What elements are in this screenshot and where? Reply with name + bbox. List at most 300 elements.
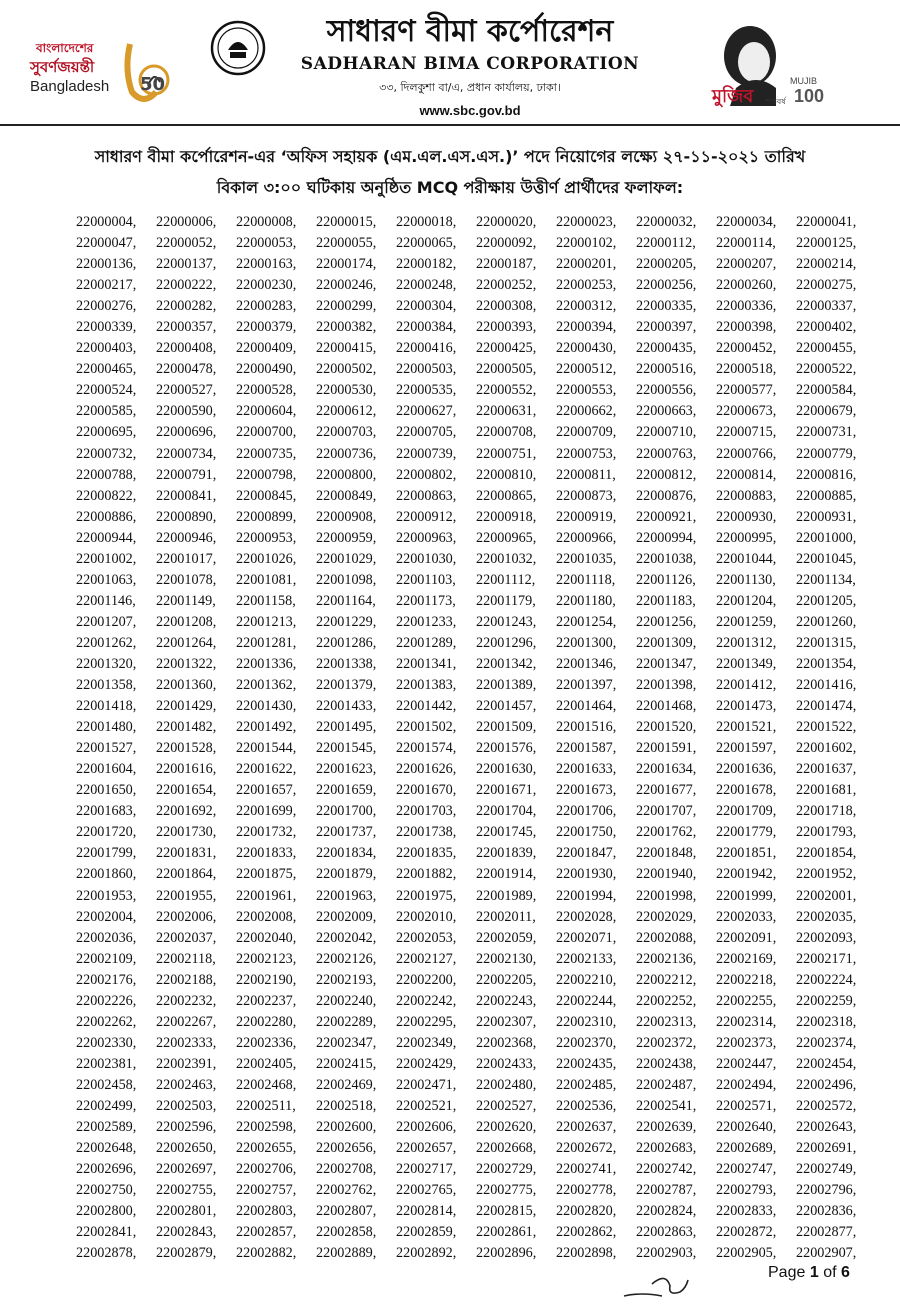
roll-number: 22001341, [396,655,457,672]
result-row [76,822,876,843]
svg-text:100: 100 [794,86,825,106]
roll-number: 22000174, [316,256,377,273]
roll-number: 22001360, [156,677,217,694]
roll-number: 22001103, [396,571,456,588]
roll-number: 22001520, [636,719,697,736]
roll-number: 22001779, [716,824,777,841]
roll-number: 22002496, [796,1076,857,1093]
result-row [76,1159,876,1180]
roll-number: 22002836, [796,1203,857,1220]
roll-number: 22001205, [796,592,857,609]
roll-number: 22001480, [76,719,137,736]
roll-number: 22001017, [156,550,217,567]
roll-number: 22000865, [476,487,537,504]
roll-number: 22001706, [556,803,617,820]
roll-number: 22002429, [396,1055,457,1072]
roll-number: 22001081, [236,571,297,588]
roll-number: 22000791, [156,466,217,483]
roll-number: 22000708, [476,424,537,441]
roll-number: 22001527, [76,740,137,757]
roll-number: 22001633, [556,761,617,778]
result-row [76,570,876,591]
result-row [76,1033,876,1054]
roll-number: 22000863, [396,487,457,504]
roll-number: 22002252, [636,992,697,1009]
roll-number: 22002536, [556,1097,617,1114]
roll-number: 22002803, [236,1203,297,1220]
roll-number: 22000663, [636,403,697,420]
result-row [76,949,876,970]
roll-number: 22001737, [316,824,377,841]
roll-number: 22002330, [76,1034,137,1051]
roll-number: 22002778, [556,1182,617,1199]
roll-number: 22002877, [796,1224,857,1241]
roll-number: 22001875, [236,866,297,883]
result-row [76,401,876,422]
roll-number: 22000886, [76,508,137,525]
roll-number: 22000700, [236,424,297,441]
roll-number: 22001831, [156,845,217,862]
roll-number: 22001029, [316,550,377,567]
roll-number: 22001678, [716,782,777,799]
roll-number: 22002903, [636,1245,697,1262]
roll-number: 22002814, [396,1203,457,1220]
roll-number: 22000873, [556,487,617,504]
roll-number: 22001591, [636,740,697,757]
roll-number: 22002088, [636,929,697,946]
roll-number: 22001457, [476,698,537,715]
roll-number: 22000518, [716,361,777,378]
roll-number: 22000553, [556,382,617,399]
roll-number: 22002598, [236,1119,297,1136]
roll-number: 22001545, [316,740,377,757]
roll-number: 22002863, [636,1224,697,1241]
roll-number: 22002755, [156,1182,217,1199]
roll-number: 22000092, [476,235,537,252]
roll-number: 22002004, [76,908,137,925]
roll-number: 22001362, [236,677,297,694]
svg-text:মুজিব: মুজিব [712,86,754,107]
roll-number: 22001112, [476,571,536,588]
roll-number: 22000530, [316,382,377,399]
roll-number: 22000966, [556,529,617,546]
roll-number: 22002487, [636,1076,697,1093]
roll-number: 22002742, [636,1161,697,1178]
roll-number: 22001953, [76,887,137,904]
roll-number: 22000032, [636,214,697,230]
roll-number: 22002640, [716,1119,777,1136]
roll-number: 22001412, [716,677,777,694]
roll-number: 22002648, [76,1140,137,1157]
roll-number: 22001286, [316,634,377,651]
roll-number: 22002218, [716,971,777,988]
roll-number: 22001473, [716,698,777,715]
roll-number: 22000008, [236,214,297,230]
roll-number: 22002706, [236,1161,297,1178]
roll-number: 22001204, [716,592,777,609]
roll-number: 22001700, [316,803,377,820]
roll-number: 22001495, [316,719,377,736]
result-row [76,759,876,780]
roll-number: 22002527, [476,1097,537,1114]
roll-number: 22000735, [236,445,297,462]
roll-number: 22000335, [636,298,697,315]
roll-number: 22002859, [396,1224,457,1241]
golden-jubilee-logo [30,38,170,108]
roll-number: 22001262, [76,634,137,651]
roll-number: 22001704, [476,803,537,820]
roll-number: 22002244, [556,992,617,1009]
roll-number: 22001847, [556,845,617,862]
roll-number: 22000814, [716,466,777,483]
roll-number: 22000810, [476,466,537,483]
roll-number: 22002176, [76,971,137,988]
result-row [76,359,876,380]
roll-number: 22000312, [556,298,617,315]
roll-number: 22002447, [716,1055,777,1072]
roll-number: 22002872, [716,1224,777,1241]
roll-number: 22001349, [716,655,777,672]
roll-number: 22002824, [636,1203,697,1220]
roll-number: 22001429, [156,698,217,715]
roll-number: 22001180, [556,592,616,609]
roll-number: 22002820, [556,1203,617,1220]
roll-number: 22001574, [396,740,457,757]
roll-number: 22002843, [156,1224,217,1241]
roll-number: 22001597, [716,740,777,757]
roll-number: 22001544, [236,740,297,757]
roll-number: 22000505, [476,361,537,378]
roll-number: 22000112, [636,235,696,252]
roll-number: 22000908, [316,508,377,525]
roll-number: 22001671, [476,782,537,799]
roll-number: 22001164, [316,592,376,609]
roll-number: 22002368, [476,1034,537,1051]
result-row [76,675,876,696]
roll-number: 22000695, [76,424,137,441]
roll-number: 22002381, [76,1055,137,1072]
result-row [76,1075,876,1096]
roll-number: 22000590, [156,403,217,420]
roll-number: 22002240, [316,992,377,1009]
roll-number: 22002336, [236,1034,297,1051]
result-row [76,1180,876,1201]
roll-number: 22002212, [636,971,697,988]
roll-number: 22000041, [796,214,857,230]
result-row [76,843,876,864]
roll-number: 22001320, [76,655,137,672]
result-row [76,654,876,675]
roll-number: 22001468, [636,698,697,715]
roll-number: 22001998, [636,887,697,904]
roll-number: 22002205, [476,971,537,988]
roll-number: 22002541, [636,1097,697,1114]
roll-number: 22001035, [556,550,617,567]
sbc-seal-icon [210,20,266,76]
roll-number: 22002620, [476,1119,537,1136]
roll-number: 22002796, [796,1182,857,1199]
roll-number: 22001650, [76,782,137,799]
roll-number: 22002242, [396,992,457,1009]
roll-number: 22000512, [556,361,617,378]
roll-number: 22000584, [796,382,857,399]
roll-number: 22001975, [396,887,457,904]
roll-number: 22001657, [236,782,297,799]
roll-number: 22001720, [76,824,137,841]
roll-number: 22000994, [636,529,697,546]
result-row [76,886,876,907]
roll-number: 22000304, [396,298,457,315]
roll-number: 22002480, [476,1076,537,1093]
result-row [76,801,876,822]
roll-number: 22000379, [236,319,297,336]
roll-number: 22000408, [156,340,217,357]
address: ৩৩, দিলকুশা বা/এ, প্রধান কার্যালয়, ঢাকা। [379,81,561,94]
roll-number: 22002765, [396,1182,457,1199]
roll-number: 22000397, [636,319,697,336]
roll-number: 22002171, [796,950,857,967]
result-row [76,1054,876,1075]
roll-number: 22001677, [636,782,697,799]
roll-number: 22002267, [156,1013,217,1030]
roll-number: 22000921, [636,508,697,525]
roll-number: 22000662, [556,403,617,420]
notice-heading-line1: সাধারণ বীমা কর্পোরেশন-এর ‘অফিস সহায়ক (এম.এল.এস.এস.)’ পদে নিয়োগের লক্ষ্যে ২৭-১১-২০২১ তারিখ [94,147,806,166]
roll-number: 22001264, [156,634,217,651]
roll-number: 22000398, [716,319,777,336]
roll-number: 22001692, [156,803,217,820]
roll-number: 22000299, [316,298,377,315]
roll-number: 22002589, [76,1119,137,1136]
roll-number: 22002668, [476,1140,537,1157]
organization-title [290,14,650,118]
roll-number: 22001860, [76,866,137,883]
roll-number: 22001383, [396,677,457,694]
roll-number: 22001602, [796,740,857,757]
roll-number: 22000205, [636,256,697,273]
roll-number: 22002815, [476,1203,537,1220]
roll-number: 22000246, [316,277,377,294]
roll-number: 22001296, [476,634,537,651]
roll-number: 22000137, [156,256,217,273]
result-row [76,1138,876,1159]
roll-number: 22002035, [796,908,857,925]
roll-number: 22001126, [636,571,696,588]
roll-number: 22002237, [236,992,297,1009]
roll-number: 22001358, [76,677,137,694]
roll-number: 22000709, [556,424,617,441]
roll-number: 22000766, [716,445,777,462]
roll-number: 22000965, [476,529,537,546]
roll-number: 22002833, [716,1203,777,1220]
roll-number: 22002655, [236,1140,297,1157]
roll-number: 22001762, [636,824,697,841]
roll-number: 22000357, [156,319,217,336]
roll-number: 22002374, [796,1034,857,1051]
roll-number: 22001098, [316,571,377,588]
roll-number: 22000876, [636,487,697,504]
roll-number: 22002091, [716,929,777,946]
roll-number: 22000114, [716,235,776,252]
roll-number: 22002133, [556,950,617,967]
result-row [76,1243,876,1264]
roll-number: 22001882, [396,866,457,883]
roll-number: 22000849, [316,487,377,504]
roll-number: 22000577, [716,382,777,399]
roll-number: 22000023, [556,214,617,230]
roll-number: 22000524, [76,382,137,399]
roll-number: 22002905, [716,1245,777,1262]
roll-number: 22002861, [476,1224,537,1241]
roll-number: 22001433, [316,698,377,715]
roll-number: 22000841, [156,487,217,504]
roll-number: 22000751, [476,445,537,462]
roll-number: 22001430, [236,698,297,715]
result-row [76,696,876,717]
roll-number: 22001630, [476,761,537,778]
roll-number: 22002793, [716,1182,777,1199]
roll-number: 22002188, [156,971,217,988]
roll-number: 22002310, [556,1013,617,1030]
roll-number: 22002657, [396,1140,457,1157]
roll-number: 22002438, [636,1055,697,1072]
roll-number: 22001063, [76,571,137,588]
roll-number: 22002059, [476,929,537,946]
roll-number: 22000478, [156,361,217,378]
roll-number: 22001442, [396,698,457,715]
roll-number: 22002857, [236,1224,297,1241]
title-bangla: সাধারণ বীমা কর্পোরেশন [326,14,614,49]
result-row [76,507,876,528]
roll-number: 22000248, [396,277,457,294]
roll-number: 22000788, [76,466,137,483]
roll-number: 22000006, [156,214,217,230]
roll-number: 22001955, [156,887,217,904]
roll-number: 22001750, [556,824,617,841]
roll-number: 22001260, [796,613,857,630]
roll-number: 22002521, [396,1097,457,1114]
roll-number: 22002109, [76,950,137,967]
roll-number: 22001207, [76,613,137,630]
roll-number: 22002001, [796,887,857,904]
roll-number: 22000416, [396,340,457,357]
roll-number: 22000163, [236,256,297,273]
roll-number: 22002889, [316,1245,377,1262]
roll-number: 22001683, [76,803,137,820]
roll-number: 22000430, [556,340,617,357]
roll-number: 22002169, [716,950,777,967]
roll-number: 22002907, [796,1245,857,1262]
result-row [76,444,876,465]
roll-number: 22002656, [316,1140,377,1157]
roll-number: 22002226, [76,992,137,1009]
roll-number: 22002672, [556,1140,617,1157]
roll-number: 22002040, [236,929,297,946]
roll-number: 22001659, [316,782,377,799]
roll-number: 22002571, [716,1097,777,1114]
roll-number: 22002650, [156,1140,217,1157]
roll-number: 22001718, [796,803,857,820]
roll-number: 22000604, [236,403,297,420]
roll-number: 22000452, [716,340,777,357]
roll-number: 22000384, [396,319,457,336]
roll-number: 22000734, [156,445,217,462]
roll-number: 22002469, [316,1076,377,1093]
roll-number: 22002600, [316,1119,377,1136]
roll-number: 22001864, [156,866,217,883]
notice-heading-line2: বিকাল ৩:০০ ঘটিকায় অনুষ্ঠিত MCQ পরীক্ষায় উত্তীর্ণ প্রার্থীদের ফলাফল: [216,178,684,197]
roll-number: 22001848, [636,845,697,862]
roll-number: 22000890, [156,508,217,525]
jubilee-line3: Bangladesh [30,78,110,95]
roll-number: 22002006, [156,908,217,925]
roll-number: 22001952, [796,866,857,883]
roll-number: 22001118, [556,571,616,588]
roll-number: 22002878, [76,1245,137,1262]
roll-number: 22001002, [76,550,137,567]
roll-number: 22000552, [476,382,537,399]
roll-number: 22002071, [556,929,617,946]
roll-number: 22000252, [476,277,537,294]
roll-number: 22002037, [156,929,217,946]
roll-number: 22000047, [76,235,137,252]
roll-number: 22001259, [716,613,777,630]
roll-number: 22002896, [476,1245,537,1262]
roll-number: 22000710, [636,424,697,441]
roll-number: 22002262, [76,1013,137,1030]
roll-number: 22001999, [716,887,777,904]
roll-number: 22002511, [236,1097,296,1114]
roll-number: 22002643, [796,1119,857,1136]
roll-number: 22001636, [716,761,777,778]
roll-number: 22000018, [396,214,457,230]
roll-number: 22001229, [316,613,377,630]
roll-number: 22002463, [156,1076,217,1093]
roll-number: 22002435, [556,1055,617,1072]
roll-number: 22000201, [556,256,617,273]
roll-number: 22000556, [636,382,697,399]
roll-number: 22002757, [236,1182,297,1199]
roll-number: 22001134, [796,571,856,588]
roll-number: 22001994, [556,887,617,904]
roll-number: 22000435, [636,340,697,357]
roll-number: 22002468, [236,1076,297,1093]
roll-number: 22001347, [636,655,697,672]
roll-number: 22001044, [716,550,777,567]
result-row [76,907,876,928]
roll-number: 22001309, [636,634,697,651]
roll-number: 22001707, [636,803,697,820]
roll-number: 22002841, [76,1224,137,1241]
roll-number: 22000222, [156,277,217,294]
roll-number: 22002126, [316,950,377,967]
roll-number: 22000812, [636,466,697,483]
roll-number: 22001738, [396,824,457,841]
roll-number: 22002750, [76,1182,137,1199]
roll-number: 22001745, [476,824,537,841]
roll-number: 22001492, [236,719,297,736]
roll-number: 22000214, [796,256,857,273]
roll-number: 22001397, [556,677,617,694]
roll-number: 22000673, [716,403,777,420]
result-row [76,549,876,570]
roll-number: 22000883, [716,487,777,504]
roll-number: 22001342, [476,655,537,672]
roll-number: 22000339, [76,319,137,336]
roll-number: 22001799, [76,845,137,862]
roll-number: 22001961, [236,887,297,904]
roll-number: 22001730, [156,824,217,841]
